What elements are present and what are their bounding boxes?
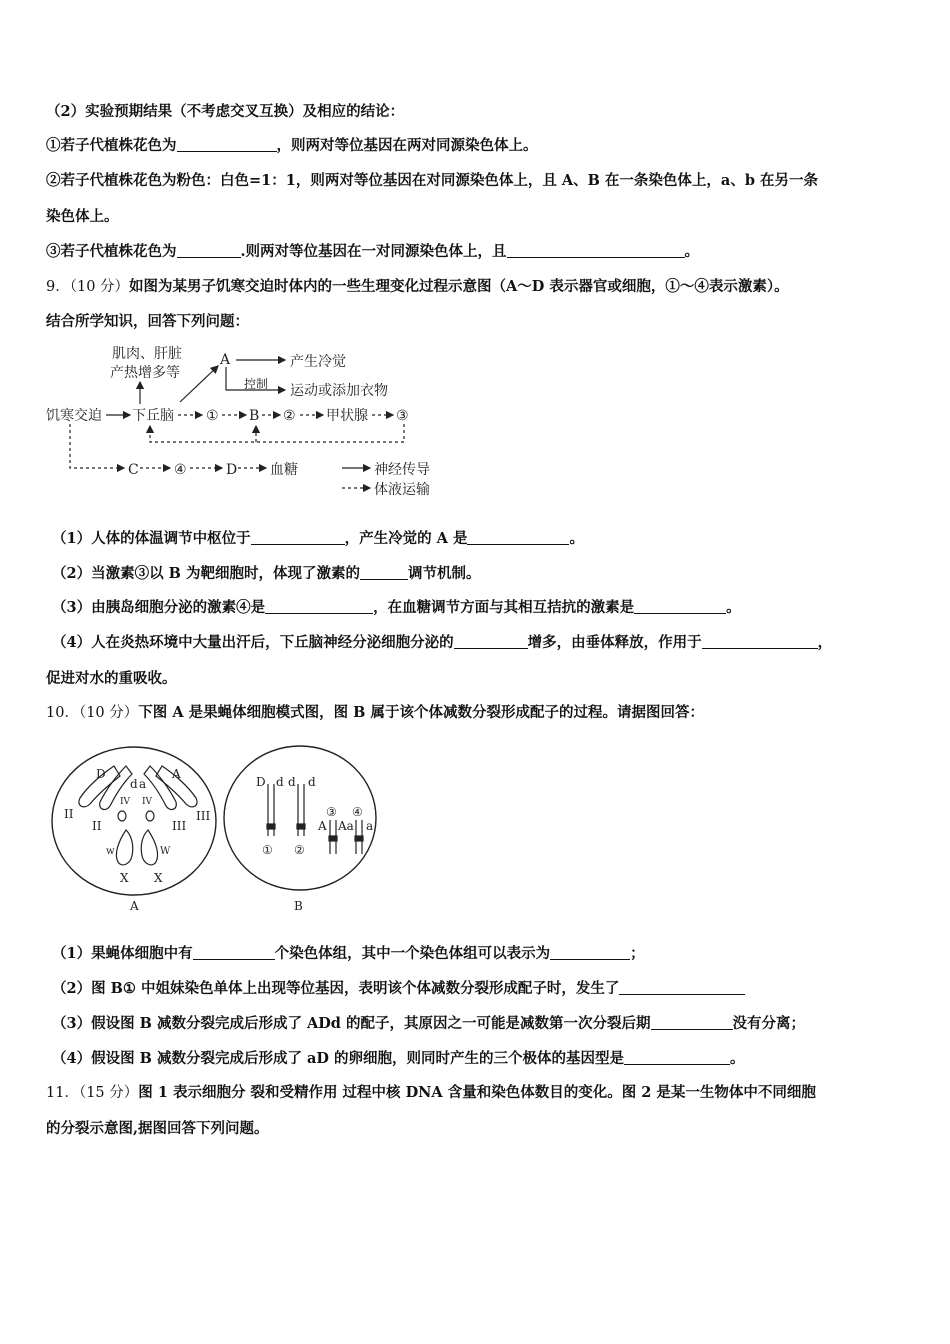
figB-gene-d3: d: [308, 775, 316, 789]
q8-case1: ①若子代植株花色为 ，则两对等位基因在两对同源染色体上。: [46, 137, 538, 154]
diagram-cold-sensation: 产生冷觉: [290, 354, 346, 370]
answer-blank[interactable]: [193, 945, 275, 960]
answer-blank[interactable]: [360, 565, 408, 580]
answer-blank[interactable]: [507, 243, 685, 258]
answer-blank[interactable]: [634, 599, 726, 614]
answer-blank[interactable]: [624, 1050, 730, 1065]
diagram-thyroid: 甲状腺: [326, 408, 368, 424]
q10-sub1: （1）果蝇体细胞中有 个染色体组，其中一个染色体组可以表示为 ；: [52, 945, 645, 962]
figA-label-III-inner: III: [172, 819, 187, 833]
figA-gene-d: d: [130, 777, 138, 791]
figB-gene-a: a: [366, 819, 374, 833]
figA-label-IV-right: IV: [142, 797, 153, 807]
diagram-blood-sugar: 血糖: [270, 462, 298, 478]
figA-label-II-left: II: [64, 807, 74, 821]
figA-gene-D: D: [96, 767, 106, 781]
answer-blank[interactable]: [454, 634, 528, 649]
answer-blank[interactable]: [265, 599, 373, 614]
figA-label-IV-left: IV: [120, 797, 131, 807]
hypothermia-regulation-diagram: [40, 340, 480, 505]
diagram-heat-production: 产热增多等: [110, 365, 180, 381]
figB-cell-4: ④: [352, 805, 363, 819]
fruit-fly-chromosome-figures: [44, 736, 384, 916]
q9-sub3: （3）由胰岛细胞分泌的激素④是 ，在血糖调节方面与其相互拮抗的激素是 。: [52, 599, 741, 616]
q9-sub4-cont: 促进对水的重吸收。: [46, 670, 177, 687]
q10-sub4: （4）假设图 B 减数分裂完成后形成了 aD 的卵细胞，则同时产生的三个极体的基因型是 。: [52, 1050, 745, 1067]
q9-stem: 9．（10 分）如图为某男子饥寒交迫时体内的一些生理变化过程示意图（A～D 表示器官或细胞，①～④表示激素）。: [46, 278, 789, 295]
diagram-hormone-4: ④: [174, 462, 187, 478]
diagram-node-b: B: [249, 408, 260, 424]
diagram-control-label: 控制: [244, 377, 269, 391]
diagram-hypothalamus: 下丘脑: [132, 408, 174, 424]
diagram-legend-fluid: 体液运输: [374, 482, 430, 498]
answer-blank[interactable]: [467, 530, 569, 545]
answer-blank[interactable]: [550, 945, 630, 960]
figA-gene-w: w: [106, 846, 115, 857]
figB-cell-3: ③: [326, 805, 337, 819]
q9-stem-cont: 结合所学知识，回答下列问题：: [46, 313, 249, 330]
figB-gene-A: A: [318, 819, 327, 833]
q10-sub3: （3）假设图 B 减数分裂完成后形成了 ADd 的配子，其原因之一可能是减数第一次分裂后期 没有分离；: [52, 1015, 805, 1032]
q10-sub2: （2）图 B① 中姐妹染色单体上出现等位基因，表明该个体减数分裂形成配子时，发生了: [52, 979, 745, 999]
diagram-node-c: C: [128, 462, 139, 478]
q10-stem: 10．（10 分）下图 A 是果蝇体细胞模式图，图 B 属于该个体减数分裂形成配子的过程。请据图回答：: [46, 704, 704, 721]
figA-gene-A: A: [172, 767, 181, 781]
figA-label-X-right: X: [154, 871, 163, 885]
diagram-hormone-2: ②: [283, 408, 296, 424]
figA-label-III-right: III: [196, 809, 211, 823]
figB-caption: B: [294, 899, 303, 913]
q8-part2: （2）实验预期结果（不考虑交叉互换）及相应的结论：: [46, 103, 405, 120]
figB-gene-Aa: Aa: [338, 819, 354, 833]
q11-stem-cont: 的分裂示意图,据图回答下列问题。: [46, 1120, 269, 1137]
diagram-hormone-1: ①: [206, 408, 219, 424]
figA-caption: A: [130, 899, 139, 913]
q11-stem: 11．（15 分）图 1 表示细胞分 裂和受精作用 过程中核 DNA 含量和染色体数目的变化。图 2 是某一生物体中不同细胞: [46, 1084, 816, 1101]
figB-gene-d1: d: [276, 775, 284, 789]
diagram-add-clothes: 运动或添加衣物: [290, 383, 388, 399]
figB-cell-2: ②: [294, 843, 305, 857]
diagram-cold-hungry: 饥寒交迫: [46, 408, 102, 424]
answer-blank[interactable]: [177, 137, 277, 152]
q9-sub2: （2）当激素③以 B 为靶细胞时，体现了激素的 调节机制。: [52, 565, 481, 582]
answer-blank[interactable]: [651, 1015, 733, 1030]
q8-case3: ③若子代植株花色为 .则两对等位基因在一对同源染色体上，且 。: [46, 243, 700, 260]
q9-sub1: （1）人体的体温调节中枢位于 ，产生冷觉的 A 是 。: [52, 530, 584, 547]
figA-label-X-left: X: [120, 871, 129, 885]
answer-blank[interactable]: [251, 530, 345, 545]
figB-gene-d2: d: [288, 775, 296, 789]
diagram-hormone-3: ③: [396, 408, 409, 424]
diagram-legend-nerve: 神经传导: [374, 462, 430, 478]
figA-gene-W: W: [160, 846, 171, 857]
figB-gene-D: D: [256, 775, 266, 789]
figA-label-II-inner: II: [92, 819, 102, 833]
diagram-node-d: D: [226, 462, 238, 478]
answer-blank[interactable]: [619, 980, 745, 995]
figB-cell-1: ①: [262, 843, 273, 857]
q9-sub4: （4）人在炎热环境中大量出汗后，下丘脑神经分泌细胞分泌的 增多，由垂体释放，作用于 ，: [52, 634, 833, 651]
q8-case2: ②若子代植株花色为粉色：白色=1：1，则两对等位基因在对同源染色体上，且 A、B 在一条染色体上，a、b 在另一条: [46, 172, 819, 189]
answer-blank[interactable]: [702, 634, 818, 649]
diagram-node-a: A: [220, 352, 231, 368]
diagram-muscle-liver: 肌肉、肝脏: [112, 346, 182, 362]
answer-blank[interactable]: [177, 243, 241, 258]
figA-gene-a: a: [139, 777, 147, 791]
q8-case2-cont: 染色体上。: [46, 208, 119, 225]
